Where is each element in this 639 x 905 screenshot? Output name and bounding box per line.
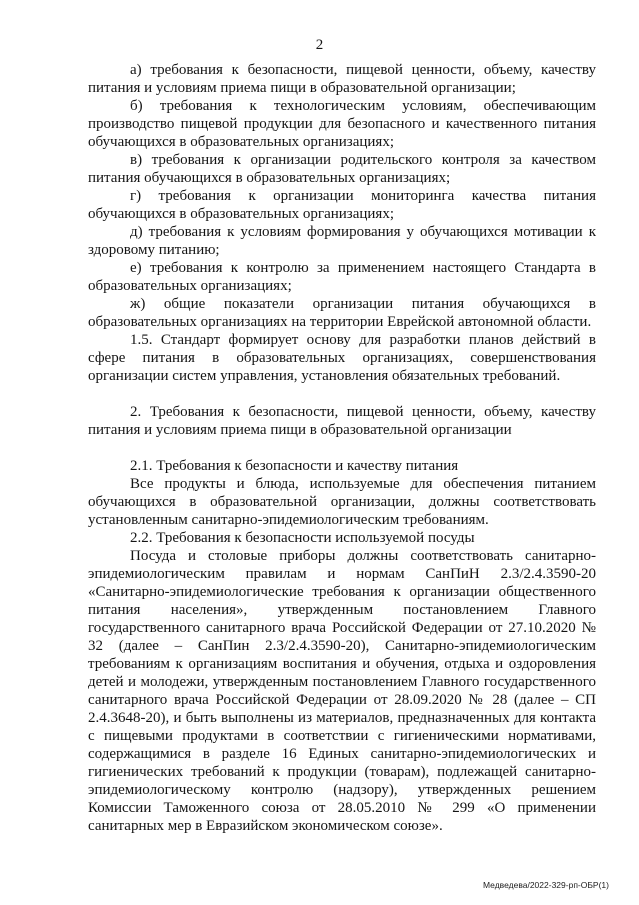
list-item-g: г) требования к организации мониторинга качества питания обучающихся в образовательных организациях; xyxy=(88,188,596,222)
clause-1-5: 1.5. Стандарт формирует основу для разработки планов действий в сфере питания в образовательных организациях, совершенствования организации систем управления, установления обязательных требований. xyxy=(88,332,596,384)
subsection-2-1-text: Все продукты и блюда, используемые для обеспечения питанием обучающихся в образовательной организации, должны соответствовать установленным санитарно-эпидемиологическим требованиям. xyxy=(88,476,596,528)
section-2-heading: 2. Требования к безопасности, пищевой ценности, объему, качеству питания и условиям приема пищи в образовательной организации xyxy=(88,404,596,438)
subsection-2-1-heading: 2.1. Требования к безопасности и качеству питания xyxy=(130,458,459,474)
subsection-2-2-text: Посуда и столовые приборы должны соответствовать санитарно-эпидемиологическим правилам и нормам СанПиН 2.3/2.4.3590-20 «Санитарно-эпидемиологические требования к организации общественного питания населения», утвержденным постановлением Главного государственного санитарного врача Российской Федерации от 27.10.2020 № 32 (далее – СанПин 2.3/2.4.3590-20), Санитарно-эпидемиологическим требованиям к организациям воспитания и обучения, отдыха и оздоровления детей и молодежи, утвержденным постановлением Главного государственного санитарного врача Российской Федерации от 28.09.2020 № 28 (далее – СП 2.4.3648-20), и быть выполнены из материалов, предназначенных для контакта с пищевыми продуктами в соответствии с гигиеническими нормативами, содержащимися в разделе 16 Единых санитарно-эпидемиологических и гигиенических требований к продукции (товарам), подлежащей санитарно-эпидемиологическому контролю (надзору), утвержденных решением Комиссии Таможенного союза от 28.05.2010 № 299 «О применении санитарных мер в Евразийском экономическом союзе». xyxy=(88,548,596,834)
document-body xyxy=(88,61,596,835)
list-item-a: а) требования к безопасности, пищевой ценности, объему, качеству питания и условиям приема пищи в образовательной организации; xyxy=(88,62,596,96)
list-item-v: в) требования к организации родительского контроля за качеством питания обучающихся в образовательных организациях; xyxy=(88,152,596,186)
list-item-d: д) требования к условиям формирования у обучающихся мотивации к здоровому питанию; xyxy=(88,224,596,258)
document-footer-code: Медведева/2022-329-рп-ОБР(1) xyxy=(483,880,609,890)
list-item-b: б) требования к технологическим условиям, обеспечивающим производство пищевой продукции для безопасного и качественного питания обучающихся в образовательных организациях; xyxy=(88,98,596,150)
list-item-zh: ж) общие показатели организации питания обучающихся в образовательных организациях на территории Еврейской автономной области. xyxy=(88,296,596,330)
page-number: 2 xyxy=(315,37,324,53)
list-item-e: е) требования к контролю за применением настоящего Стандарта в образовательных организациях; xyxy=(88,260,596,294)
subsection-2-2-heading: 2.2. Требования к безопасности используемой посуды xyxy=(130,530,475,546)
